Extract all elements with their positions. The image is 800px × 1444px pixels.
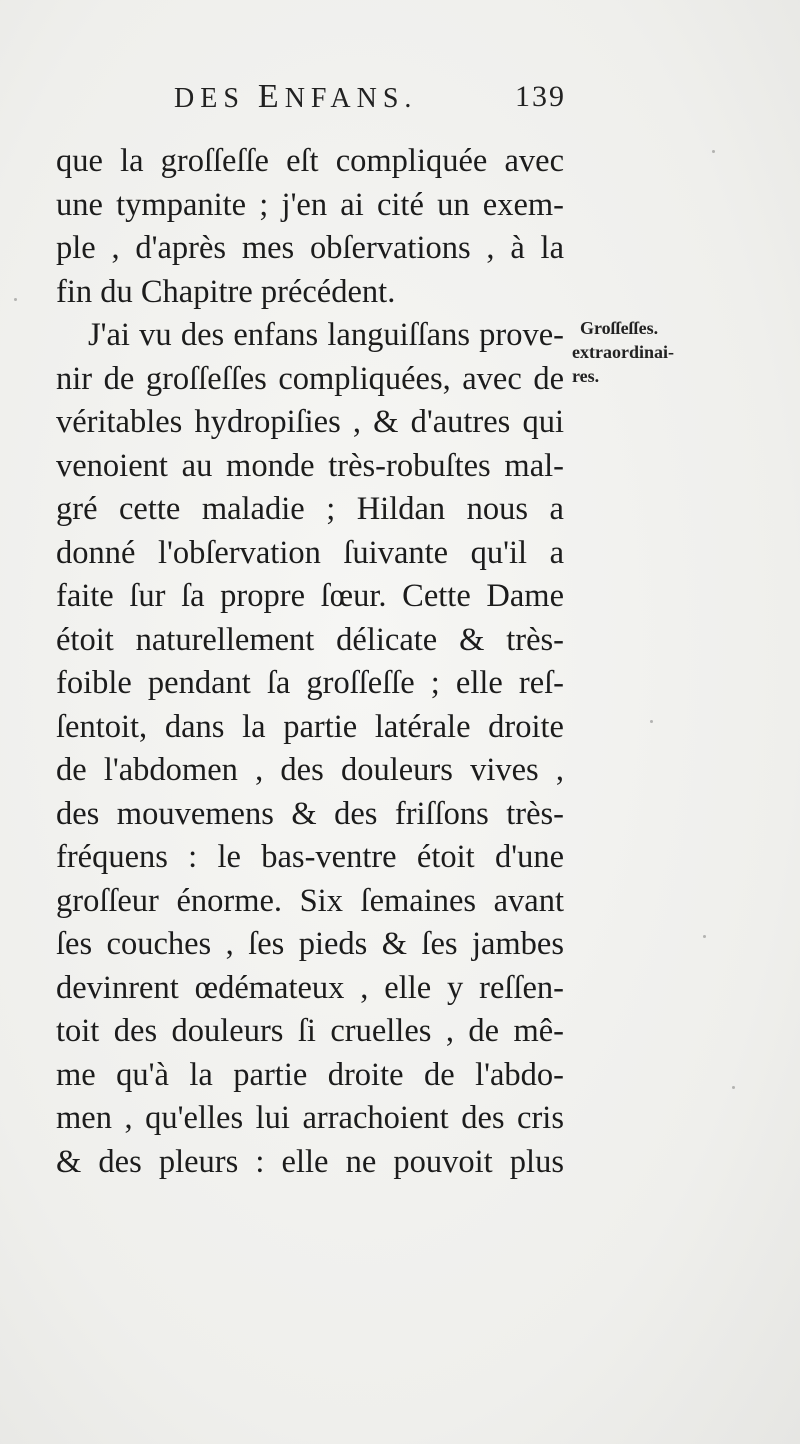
margin-note-line: Groſſeſſes. (580, 318, 659, 338)
text-line: ſentoit, dans la partie latérale droite (56, 708, 564, 745)
text-line: fin du Chapitre précédent. (56, 273, 396, 310)
running-head (56, 78, 566, 122)
text-line: donné l'obſervation ſuivante qu'il a (56, 534, 564, 571)
text-line: faite ſur ſa propre ſœur. Cette Dame (56, 578, 564, 614)
paper-speck (732, 1086, 735, 1089)
text-line: étoit naturellement délicate & très- (56, 621, 564, 658)
page-number: 139 (515, 80, 566, 113)
paper-speck (14, 298, 17, 301)
text-line: devinrent œdémateux , elle y reſſen- (56, 969, 564, 1006)
text-line: toit des douleurs ſi cruelles , de mê- (56, 1013, 564, 1049)
margin-note-line: res. (572, 366, 600, 386)
text-line: venoient au monde très-robuſtes mal- (56, 447, 564, 484)
margin-note-line: extraordinai- (572, 342, 674, 362)
paper-speck (712, 150, 715, 153)
text-line: men , qu'elles lui arrachoient des cris (56, 1100, 564, 1136)
text-line: une tympanite ; j'en ai cité un exem- (56, 186, 564, 223)
text-line: véritables hydropiſies , & d'autres qui (56, 404, 564, 440)
body-text (56, 140, 564, 1184)
paper-speck (650, 720, 653, 723)
margin-note (572, 316, 708, 388)
running-title-rest: NFANS. (284, 83, 418, 114)
text-line: fréquens : le bas-ventre étoit d'une (56, 839, 564, 875)
text-line: de l'abdomen , des douleurs vives , (56, 752, 564, 788)
text-line: ſes couches , ſes pieds & ſes jambes (56, 926, 564, 962)
paragraph-first-line: J'ai vu des enfans languiſſans prove- (88, 317, 564, 353)
text-line: foible pendant ſa groſſeſſe ; elle reſ- (56, 665, 564, 701)
text-line: groſſeur énorme. Six ſemaines avant (56, 882, 564, 919)
text-line: nir de groſſeſſes compliquées, avec de (56, 360, 564, 397)
running-title-initial: E (257, 78, 285, 115)
text-line: gré cette maladie ; Hildan nous a (56, 491, 564, 527)
text-line: que la groſſeſſe eſt compliquée avec (56, 143, 564, 179)
text-line: ple , d'après mes obſervations , à la (56, 230, 564, 266)
paper-speck (703, 935, 706, 938)
text-line: des mouvemens & des friſſons très- (56, 795, 564, 832)
text-line: me qu'à la partie droite de l'abdo- (56, 1056, 564, 1093)
running-title-prefix: DES (174, 83, 258, 114)
text-line: & des pleurs : elle ne pouvoit plus (56, 1143, 564, 1180)
running-title (174, 78, 417, 116)
